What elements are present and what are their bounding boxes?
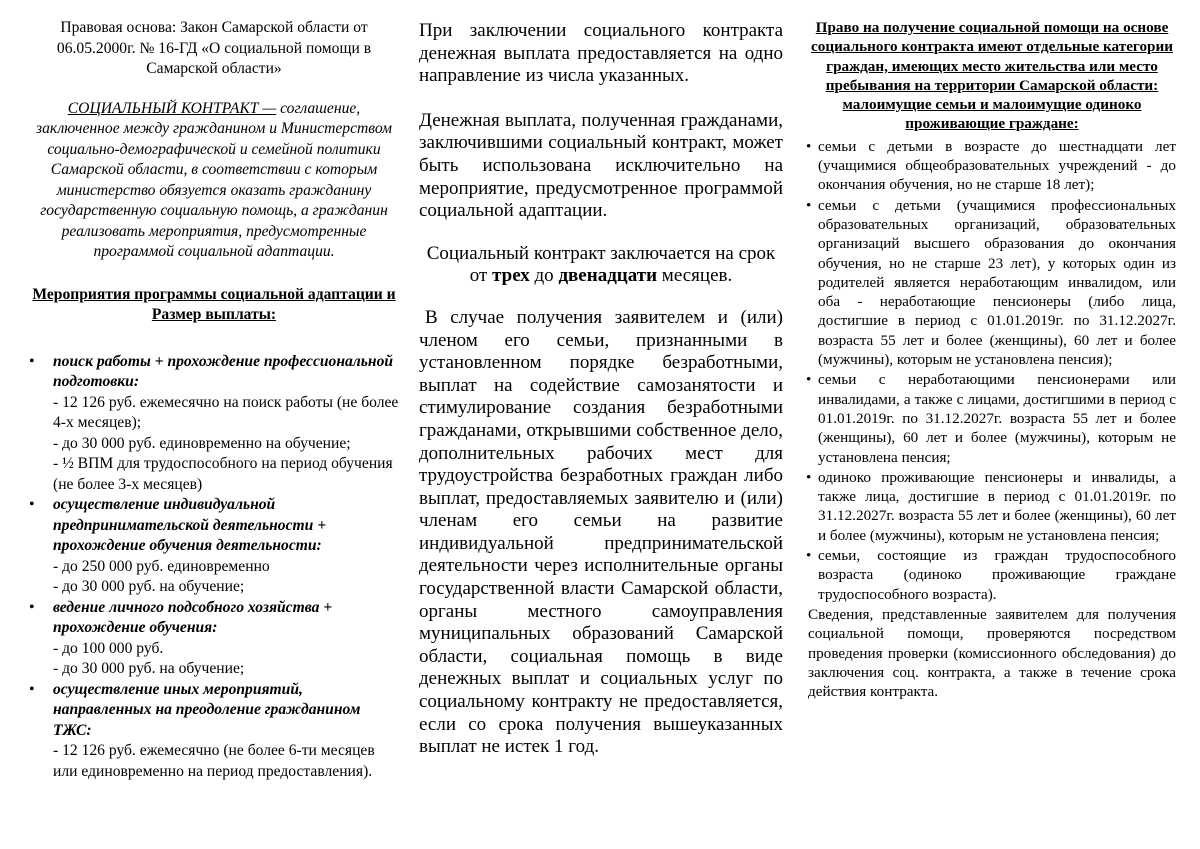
measures-heading: Мероприятия программы социальной адаптации и Размер выплаты:: [32, 285, 396, 323]
category-item: • семьи с детьми в возрасте до шестнадцати лет (учащимися общеобразовательных учреждений - до окончания обучения, но не старше 18 лет);: [808, 137, 1176, 195]
measure-line: - до 30 000 руб. единовременно на обучение;: [53, 434, 351, 452]
term-suffix: месяцев.: [657, 265, 733, 287]
verification-paragraph: Сведения, представленные заявителем для получения социальной помощи, проверяются посредством проведения проверки (комиссионного обследования) до заключения соц. контракта, а также в течение срока действия контракта.: [808, 605, 1176, 701]
measure-title: • осуществление иных мероприятий, направленных на преодоление гражданином ТЖС:: [53, 680, 361, 739]
measure-line: - до 30 000 руб. на обучение;: [53, 578, 245, 595]
column-middle: [419, 20, 783, 759]
measure-line: - до 30 000 руб. на обучение;: [53, 660, 245, 677]
measure-line: - до 100 000 руб.: [53, 639, 164, 657]
category-item: • одиноко проживающие пенсионеры и инвалиды, а также лица, достигшие в период с 01.01.2019г. по 31.12.2027г. возраста 55 лет и более (женщины), 60 лет и более (мужчины), которым не установлена пенсия;: [808, 468, 1176, 545]
rights-heading: Право на получение социальной помощи на основе социального контракта имеют отдельные категории граждан, имеющих место жительства или место пребывания на территории Самарской области: малоимущие семьи и малоимущие одиноко проживающие граждане:: [811, 19, 1173, 133]
payment-use-paragraph: Денежная выплата, полученная гражданами, заключившими социальный контракт, может быть использована исключительно на мероприятие, предусмотренное программой социальной адаптации.: [419, 109, 783, 222]
term-to: двенадцати: [558, 265, 658, 287]
measure-item: [28, 495, 400, 598]
contract-definition: [28, 99, 400, 263]
legal-basis: Правовая основа: Закон Самарской области от 06.05.2000г. № 16-ГД «О социальной помощи в Самарской области»: [56, 19, 372, 77]
contract-definition-text: соглашение, заключенное между гражданином и Министерством социально-демографической и семейной политики Самарской области, в соответствии с которым министерство обязуется оказать гражданину государственную социальную помощь, а гражданин реализовать мероприятия, предусмотренные программой социальной адаптации.: [35, 99, 393, 260]
measure-line: - ½ ВПМ для трудоспособного на период обучения (не более 3-х месяцев): [53, 455, 393, 493]
term-prefix: Социальный контракт заключается на срок от: [426, 242, 776, 287]
contract-term-paragraph: [419, 243, 783, 288]
measures-list: [28, 352, 400, 783]
one-direction-paragraph: При заключении социального контракта денежная выплата предоставляется на одно направление из числа указанных.: [419, 20, 783, 87]
category-item: • семьи с детьми (учащимися профессиональных образовательных организаций, образовательных организаций высшего образования до окончания обучения, но не старше 23 лет), у которых один из родителей является неработающим инвалидом, или оба - неработающие пенсионеры (либо лица, достигшие в период с 01.01.2019г. по 31.12.2027г. возраста 55 лет и более (женщины), 60 лет и более (мужчины), которым не установлена пенсия);: [808, 196, 1176, 370]
measure-line: - 12 126 руб. ежемесячно (не более 6-ти месяцев или единовременно на период предоставления).: [53, 742, 375, 780]
unemployed-paragraph: В случае получения заявителем и (или) членом его семьи, признанными в установленном порядке безработными, выплат на содействие самозанятости и стимулирование создания безработными гражданами, открывшими собственное дело, дополнительных рабочих мест для трудоустройства безработных граждан либо выплат, предоставляемых заявителю и (или) членам его семьи на развитие индивидуальной предпринимательской деятельности через исполнительные органы государственной власти Самарской области, органы местного самоуправления муниципальных образований Самарской области, социальная помощь в виде денежных выплат и социальных услуг по социальному контракту не предоставляется, если со срока получения вышеуказанных выплат не истек 1 год.: [419, 306, 783, 758]
contract-term: СОЦИАЛЬНЫЙ КОНТРАКТ —: [67, 99, 277, 117]
measure-item: [28, 598, 400, 680]
category-item: • семьи с неработающими пенсионерами или инвалидами, а также с лицами, достигшими в период с 01.01.2019г. по 31.12.2027г. возраста 55 лет и более (женщины), 60 лет и более (мужчины), которым не установлена пенсия;: [808, 370, 1176, 466]
measure-title: • осуществление индивидуальной предпринимательской деятельности + прохождение обучения деятельности:: [53, 496, 327, 554]
column-left: [28, 18, 400, 782]
categories-list: [808, 137, 1176, 604]
measure-item: [28, 680, 400, 783]
measure-title: • ведение личного подсобного хозяйства + прохождение обучения:: [53, 598, 333, 636]
term-from: трех: [492, 265, 530, 287]
measure-item: [28, 352, 400, 496]
column-right: [808, 18, 1176, 701]
measure-line: - до 250 000 руб. единовременно: [53, 557, 270, 575]
measure-line: - 12 126 руб. ежемесячно на поиск работы (не более 4-х месяцев);: [53, 393, 399, 431]
category-item: • семьи, состоящие из граждан трудоспособного возраста (одиноко проживающие граждане трудоспособного возраста).: [808, 546, 1176, 604]
term-middle: до: [529, 265, 559, 287]
measure-title: • поиск работы + прохождение профессиональной подготовки:: [53, 352, 394, 390]
